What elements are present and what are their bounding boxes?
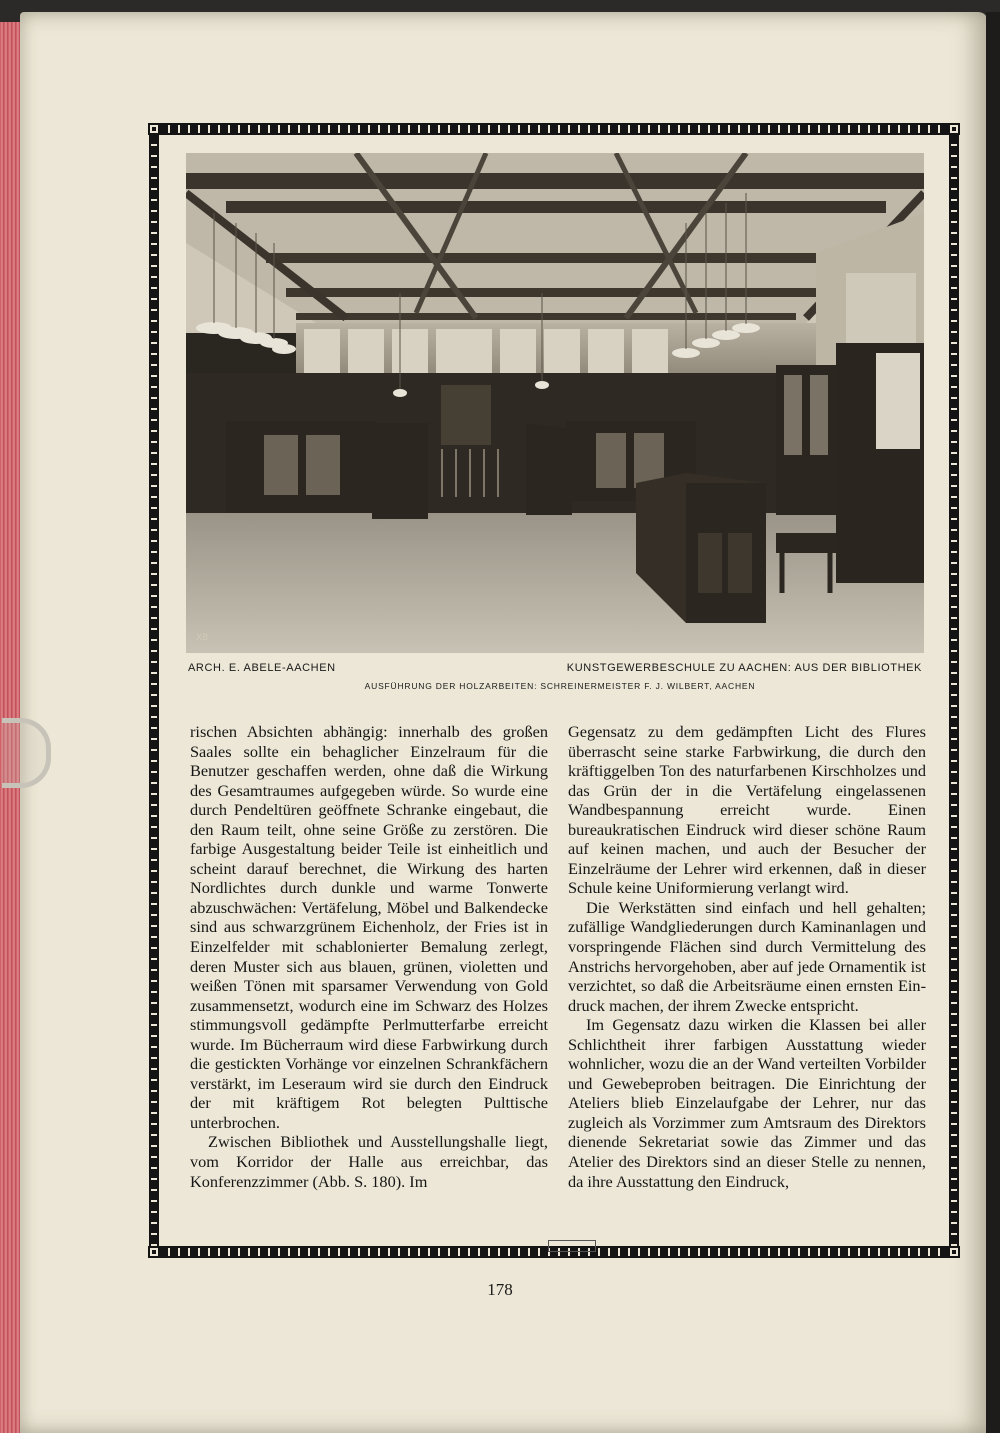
photographer-monogram: ΧΒ (196, 633, 209, 643)
text-column-right (568, 722, 926, 1191)
paper-clip (2, 718, 51, 788)
frame-corner-top-right (948, 123, 960, 135)
page-number: 178 (487, 1280, 513, 1299)
frame-corner-bottom-right (948, 1246, 960, 1258)
frame-corner-top-left (148, 123, 160, 135)
paragraph: Die Werkstätten sind einfach und hell gehalten; zufällige Wandgliederungen durch Kaminanlagen und vorspringende Flächen sind durch Vermittelung des Anstrichs hervorgehoben, aber auf jede Ornamentik ist verzichtet, so daß die Arbeitsräume einen ernsten Eindruck machen, der ihrem Zwecke entspricht. (568, 897, 926, 1015)
library-photograph (186, 153, 924, 653)
caption-architect: ARCH. E. ABELE-AACHEN (188, 662, 336, 674)
paragraph: Im Gegensatz dazu wirken die Klassen bei aller Schlichtheit ihrer farbigen Ausstattung wieder wohnlicher, wozu die an der Wand verteilten Vorbilder und Gewebeproben beitragen. Die Einrichtung der Ateliers blieb Einzelaufgabe der Lehrer, nur das zugleich als Vorzimmer zum Amtsraum des Direktors dienende Sekretariat sowie das Zimmer und das Atelier des Direktors sind an dieser Stelle zu nennen, da ihre Ausstattung den Eindruck, (568, 1015, 926, 1191)
frame-corner-bottom-left (148, 1246, 160, 1258)
caption-title: KUNSTGEWERBESCHULE ZU AACHEN: AUS DER BIBLIOTHEK (566, 662, 922, 674)
frame-top-border (160, 123, 948, 135)
caption-credit: AUSFÜHRUNG DER HOLZARBEITEN: SCHREINERMEISTER F. J. WILBERT, AACHEN (364, 681, 756, 691)
library-stamp (548, 1240, 596, 1252)
paragraph: rischen Absichten abhängig: innerhalb des großen Saales sollte ein behaglicher Einzelraum für die Benutzer geschaffen werden, ohne daß die Wirkung des Gesamtraumes aufgegeben würde. So wurde eine durch Pendeltüren geöffnete Schranke eingebaut, die den Raum teilt, ohne seine Größe zu zerstören. Die farbige Ausgestaltung beider Teile ist einheitlich und scheint darauf berechnet, die Wirkung des harten Nordlichtes durch dunkle und warme Tonwerte abzuschwächen: Vertäfelung, Möbel und Balkendecke sind aus schwarzgrünem Eichenholz, der Fries ist in Einzelfelder mit schablonierter Bemalung zerlegt, deren Muster sich aus blauen, grünen, violetten und weißen Tönen mit sparsamer Verwendung von Gold zusammensetzt, wodurch eine im Schwarz des Holzes stimmungsvoll gedämpfte Perlmutterfarbe erreicht wurde. Im Bücherraum wird diese Farbwirkung durch die gestickten Vorhänge vor einzelnen Schrankfächern verstärkt, im Leseraum wird sie durch den Eindruck der mit kräftigem Rot belegten Pulttische unterbrochen. (190, 722, 548, 1132)
paragraph: Zwischen Bibliothek und Ausstellungshalle liegt, vom Korridor der Halle aus erreichbar, das Konferenzzimmer (Abb. S. 180). Im (190, 1132, 548, 1191)
text-column-left (190, 722, 548, 1191)
paragraph: Gegensatz zu dem gedämpften Licht des Flures überrascht seine starke Farbwirkung, die durch den kräftiggelben Ton des naturfarbenen Kirschholzes und das Grün der in die Vertäfelung eingelassenen Wandbespannung erreicht wurde. Einen bureaukratischen Eindruck wird dieser schöne Raum auf keinen machen, und auch der Besucher der Einzelräume der Lehrer wird erkennen, daß in dieser Schule keine Uniformierung verlangt wird. (568, 722, 926, 898)
page-gutter (986, 12, 1000, 1433)
